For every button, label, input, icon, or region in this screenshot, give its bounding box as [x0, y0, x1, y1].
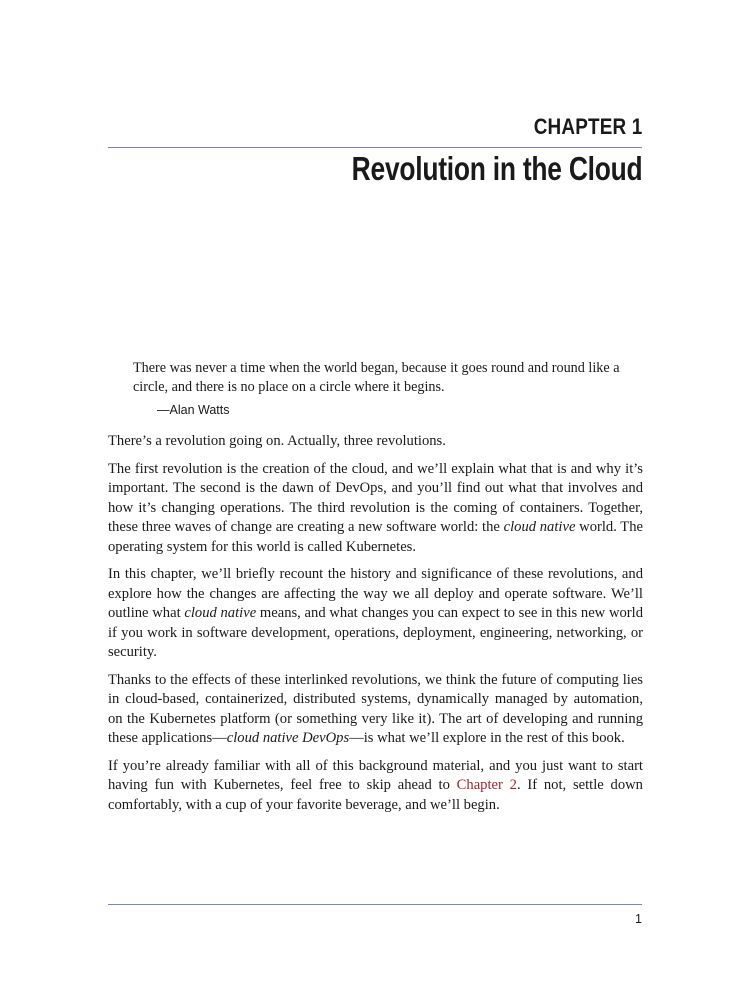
page-number: 1	[635, 912, 642, 926]
paragraph-5-text-c: . If not, settle down comfortably, with a cup of your favorite beverage, and we’ll begin.	[108, 777, 643, 813]
epigraph-quote: There was never a time when the world began, because it goes round and round like a circle, and there is no place on a circle where it begins.	[133, 360, 620, 395]
chapter-2-link[interactable]: Chapter 2	[456, 777, 517, 793]
chapter-label: CHAPTER 1	[533, 114, 642, 139]
epigraph-attribution: —Alan Watts	[157, 403, 230, 417]
paragraph-2	[108, 460, 643, 558]
paragraph-1: There’s a revolution going on. Actually, three revolutions.	[108, 433, 446, 449]
paragraph-3-emphasis: cloud native	[184, 605, 257, 621]
footer-rule	[108, 904, 642, 905]
paragraph-4-text-c: —is what we’ll explore in the rest of this book.	[349, 730, 625, 746]
paragraph-5-text-a: If you’re already familiar with all of this background material, and you just want to start having fun with Kubernetes, feel free to skip ahead to	[108, 757, 643, 793]
paragraph-3-text-a: In this chapter, we’ll briefly recount the history and significance of these revolutions, and explore how the changes are affecting the way we all deploy and operate software. We’ll outline what	[108, 566, 643, 621]
paragraph-4-emphasis: cloud native DevOps	[226, 730, 350, 746]
chapter-rule	[108, 147, 642, 148]
paragraph-5	[108, 757, 643, 816]
body-text	[108, 432, 643, 823]
paragraph-4-text-a: Thanks to the effects of these interlinked revolutions, we think the future of computing lies in cloud-based, containerized, distributed systems, dynamically managed by automation, on the Kubernetes platform (or something very like it). The art of developing and running these applications—	[108, 671, 643, 746]
paragraph-2-text-a: The first revolution is the creation of the cloud, and we’ll explain what that is and why it’s important. The second is the dawn of DevOps, and you’ll find out what that involves and how it’s changing operations. The third revolution is the coming of containers. Together, these three waves of change are creating a new software world: the	[108, 460, 643, 535]
paragraph-3-text-c: means, and what changes you can expect to see in this new world if you work in software development, operations, deployment, engineering, networking, or security.	[108, 605, 643, 660]
paragraph-4	[108, 671, 643, 749]
epigraph	[133, 359, 633, 397]
chapter-title: Revolution in the Cloud	[351, 150, 642, 187]
paragraph-3	[108, 565, 643, 663]
paragraph-2-emphasis: cloud native	[503, 519, 576, 535]
paragraph-2-text-c: world. The operating system for this world is called Kubernetes.	[108, 519, 643, 555]
